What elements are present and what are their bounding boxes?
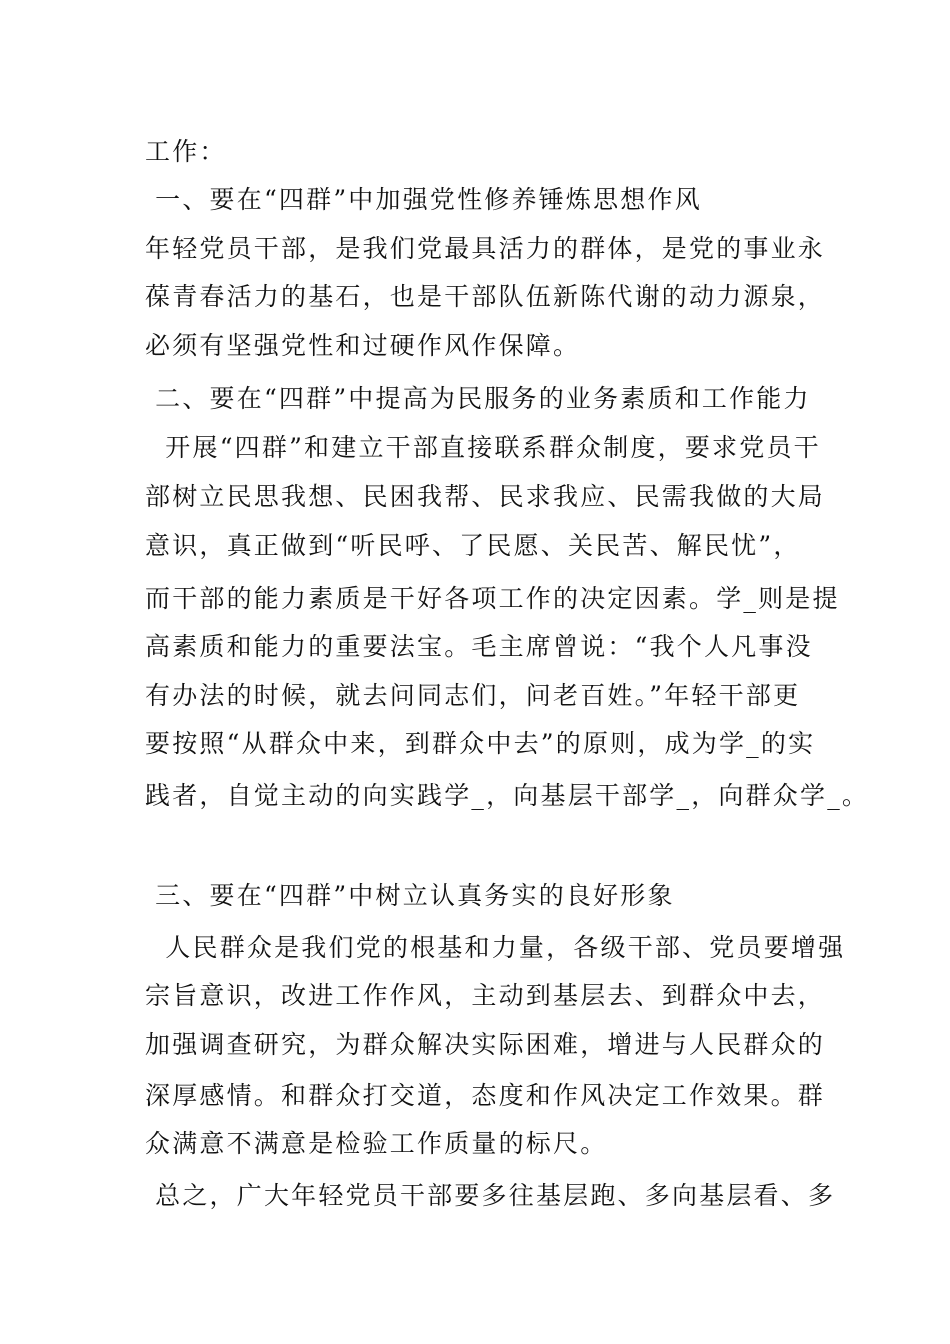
text-line: 年轻党员干部，是我们党最具活力的群体，是党的事业永	[145, 234, 826, 263]
text-line: 众满意不满意是检验工作质量的标尺。	[145, 1129, 608, 1158]
text-line: 意识，真正做到“听民呼、了民愿、关民苦、解民忧”，	[145, 531, 801, 560]
text-line: 高素质和能力的重要法宝。毛主席曾说：“我个人凡事没	[145, 632, 813, 661]
text-line: 葆青春活力的基石，也是干部队伍新陈代谢的动力源泉，	[145, 282, 826, 311]
text-line: 必须有坚强党性和过硬作风作保障。	[145, 331, 581, 360]
text-line: 有办法的时候，就去问同志们，问老百姓。”年轻干部更	[145, 681, 801, 710]
text-line: 践者，自觉主动的向实践学_，向基层干部学_，向群众学_。	[145, 781, 870, 810]
section-heading-2: 二、要在“四群”中提高为民服务的业务素质和工作能力	[145, 384, 811, 413]
text-line: 总之，广大年轻党员干部要多往基层跑、多向基层看、多	[145, 1181, 836, 1210]
text-line: 而干部的能力素质是干好各项工作的决定因素。学_则是提	[145, 584, 840, 613]
text-line: 部树立民思我想、民困我帮、民求我应、民需我做的大局	[145, 482, 826, 511]
text-line: 加强调查研究，为群众解决实际困难，增进与人民群众的	[145, 1030, 826, 1059]
section-heading-3: 三、要在“四群”中树立认真务实的良好形象	[145, 881, 675, 910]
text-line: 开展“四群”和建立干部直接联系群众制度，要求党员干	[145, 433, 821, 462]
text-line: 要按照“从群众中来，到群众中去”的原则，成为学_的实	[145, 729, 816, 758]
section-heading-1: 一、要在“四群”中加强党性修养锤炼思想作风	[145, 185, 702, 214]
text-line: 工作：	[145, 137, 227, 166]
text-line: 宗旨意识，改进工作作风，主动到基层去、到群众中去，	[145, 981, 826, 1010]
text-line: 人民群众是我们党的根基和力量，各级干部、党员要增强	[145, 933, 846, 962]
text-line: 深厚感情。和群众打交道，态度和作风决定工作效果。群	[145, 1081, 826, 1110]
